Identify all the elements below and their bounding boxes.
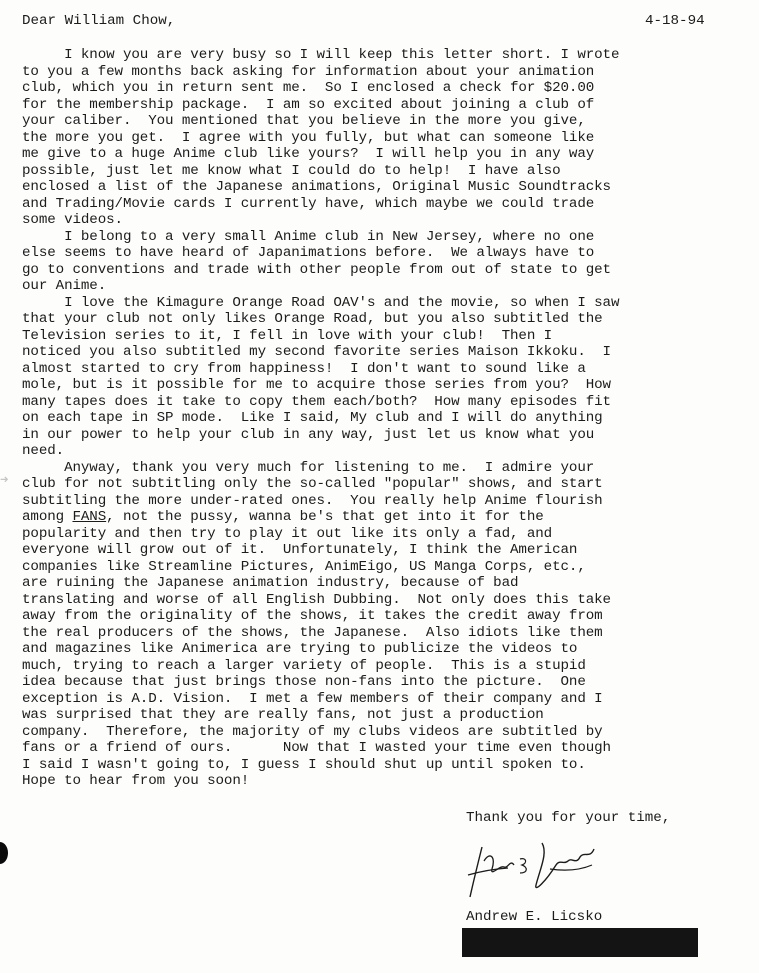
punch-hole-mark (0, 842, 8, 864)
body-line: possible, just let me know what I could do to help! I have also (22, 162, 561, 179)
body-line: away from the originality of the shows, it takes the credit away from (22, 608, 603, 624)
body-line: Hope to hear from you soon! (22, 773, 250, 789)
salutation: Dear William Chow, (22, 13, 176, 29)
body-line: club for not subtitling only the so-called "popular" shows, and start (22, 476, 603, 492)
body-line: Anyway, thank you very much for listening to me. I admire your (22, 459, 595, 476)
body-line: I said I wasn't going to, I guess I should shut up until spoken to. (22, 756, 586, 773)
body-line: almost started to cry from happiness! I don't want to sound like a (22, 360, 586, 377)
body-line: company. Therefore, the majority of my clubs videos are subtitled by (22, 723, 603, 740)
body-line: on each tape in SP mode. Like I said, My club and I will do anything (22, 410, 603, 426)
body-line: was surprised that they are really fans, not just a production (22, 707, 544, 723)
body-line: your caliber. You mentioned that you believe in the more you give, (22, 113, 586, 129)
body-line: companies like Streamline Pictures, AnimEigo, US Manga Corps, etc., (22, 558, 586, 575)
signer-name: Andrew E. Licsko (466, 909, 603, 925)
body-line: fans or a friend of ours. Now that I wasted your time even though (22, 740, 611, 756)
body-line: are ruining the Japanese animation industry, because of bad (22, 575, 519, 591)
body-line: that your club not only likes Orange Road, but you also subtitled the (22, 311, 603, 327)
body-line: exception is A.D. Vision. I met a few members of their company and I (22, 690, 603, 707)
body-line: the real producers of the shows, the Japanese. Also idiots like them (22, 624, 603, 641)
body-line: subtitling the more under-rated ones. You really help Anime flourish (22, 492, 603, 509)
faint-arrow-mark: ➜ (0, 473, 9, 489)
body-line: I love the Kimagure Orange Road OAV's and the movie, so when I saw (22, 294, 620, 311)
body-line: the more you get. I agree with you fully, but what can someone like (22, 129, 595, 146)
body-line: much, trying to reach a larger variety of people. This is a stupid (22, 657, 586, 674)
body-line: I belong to a very small Anime club in New Jersey, where no one (22, 228, 595, 245)
body-line: for the membership package. I am so excited about joining a club of (22, 96, 595, 113)
closing-line: Thank you for your time, (466, 810, 671, 826)
body-line: among FANS, not the pussy, wanna be's that get into it for the (22, 509, 544, 525)
body-line: and Trading/Movie cards I currently have, which maybe we could trade (22, 195, 595, 212)
body-line: our Anime. (22, 278, 107, 294)
body-line: everyone will grow out of it. Unfortunately, I think the American (22, 542, 578, 558)
body-line: club, which you in return sent me. So I enclosed a check for $20.00 (22, 80, 595, 96)
body-line: some videos. (22, 212, 123, 228)
body-line: translating and worse of all English Dubbing. Not only does this take (22, 591, 611, 608)
body-line: Television series to it, I fell in love with your club! Then I (22, 327, 553, 344)
body-line: I know you are very busy so I will keep this letter short. I wrote (22, 47, 620, 63)
body-line: many tapes does it take to copy them each/both? How many episodes fit (22, 393, 611, 410)
handwritten-signature (464, 835, 604, 905)
redaction-bar (462, 928, 698, 957)
body-line: noticed you also subtitled my second favorite series Maison Ikkoku. I (22, 344, 611, 360)
letter-body (22, 47, 742, 790)
body-line: popularity and then try to play it out like its only a fad, and (22, 525, 553, 542)
body-line: me give to a huge Anime club like yours? I will help you in any way (22, 146, 595, 162)
body-line: need. (22, 443, 65, 459)
body-line: go to conventions and trade with other people from out of state to get (22, 261, 611, 278)
body-line: in our power to help your club in any way, just let us know what you (22, 426, 595, 443)
body-line: enclosed a list of the Japanese animations, Original Music Soundtracks (22, 179, 611, 195)
body-line: and magazines like Animerica are trying to publicize the videos to (22, 641, 578, 657)
letter-date: 4-18-94 (645, 13, 705, 29)
body-line: mole, but is it possible for me to acquire those series from you? How (22, 377, 611, 393)
body-line: idea because that just brings those non-fans into the picture. One (22, 674, 586, 690)
body-line: else seems to have heard of Japanimations before. We always have to (22, 245, 595, 261)
body-line: to you a few months back asking for information about your animation (22, 63, 595, 80)
